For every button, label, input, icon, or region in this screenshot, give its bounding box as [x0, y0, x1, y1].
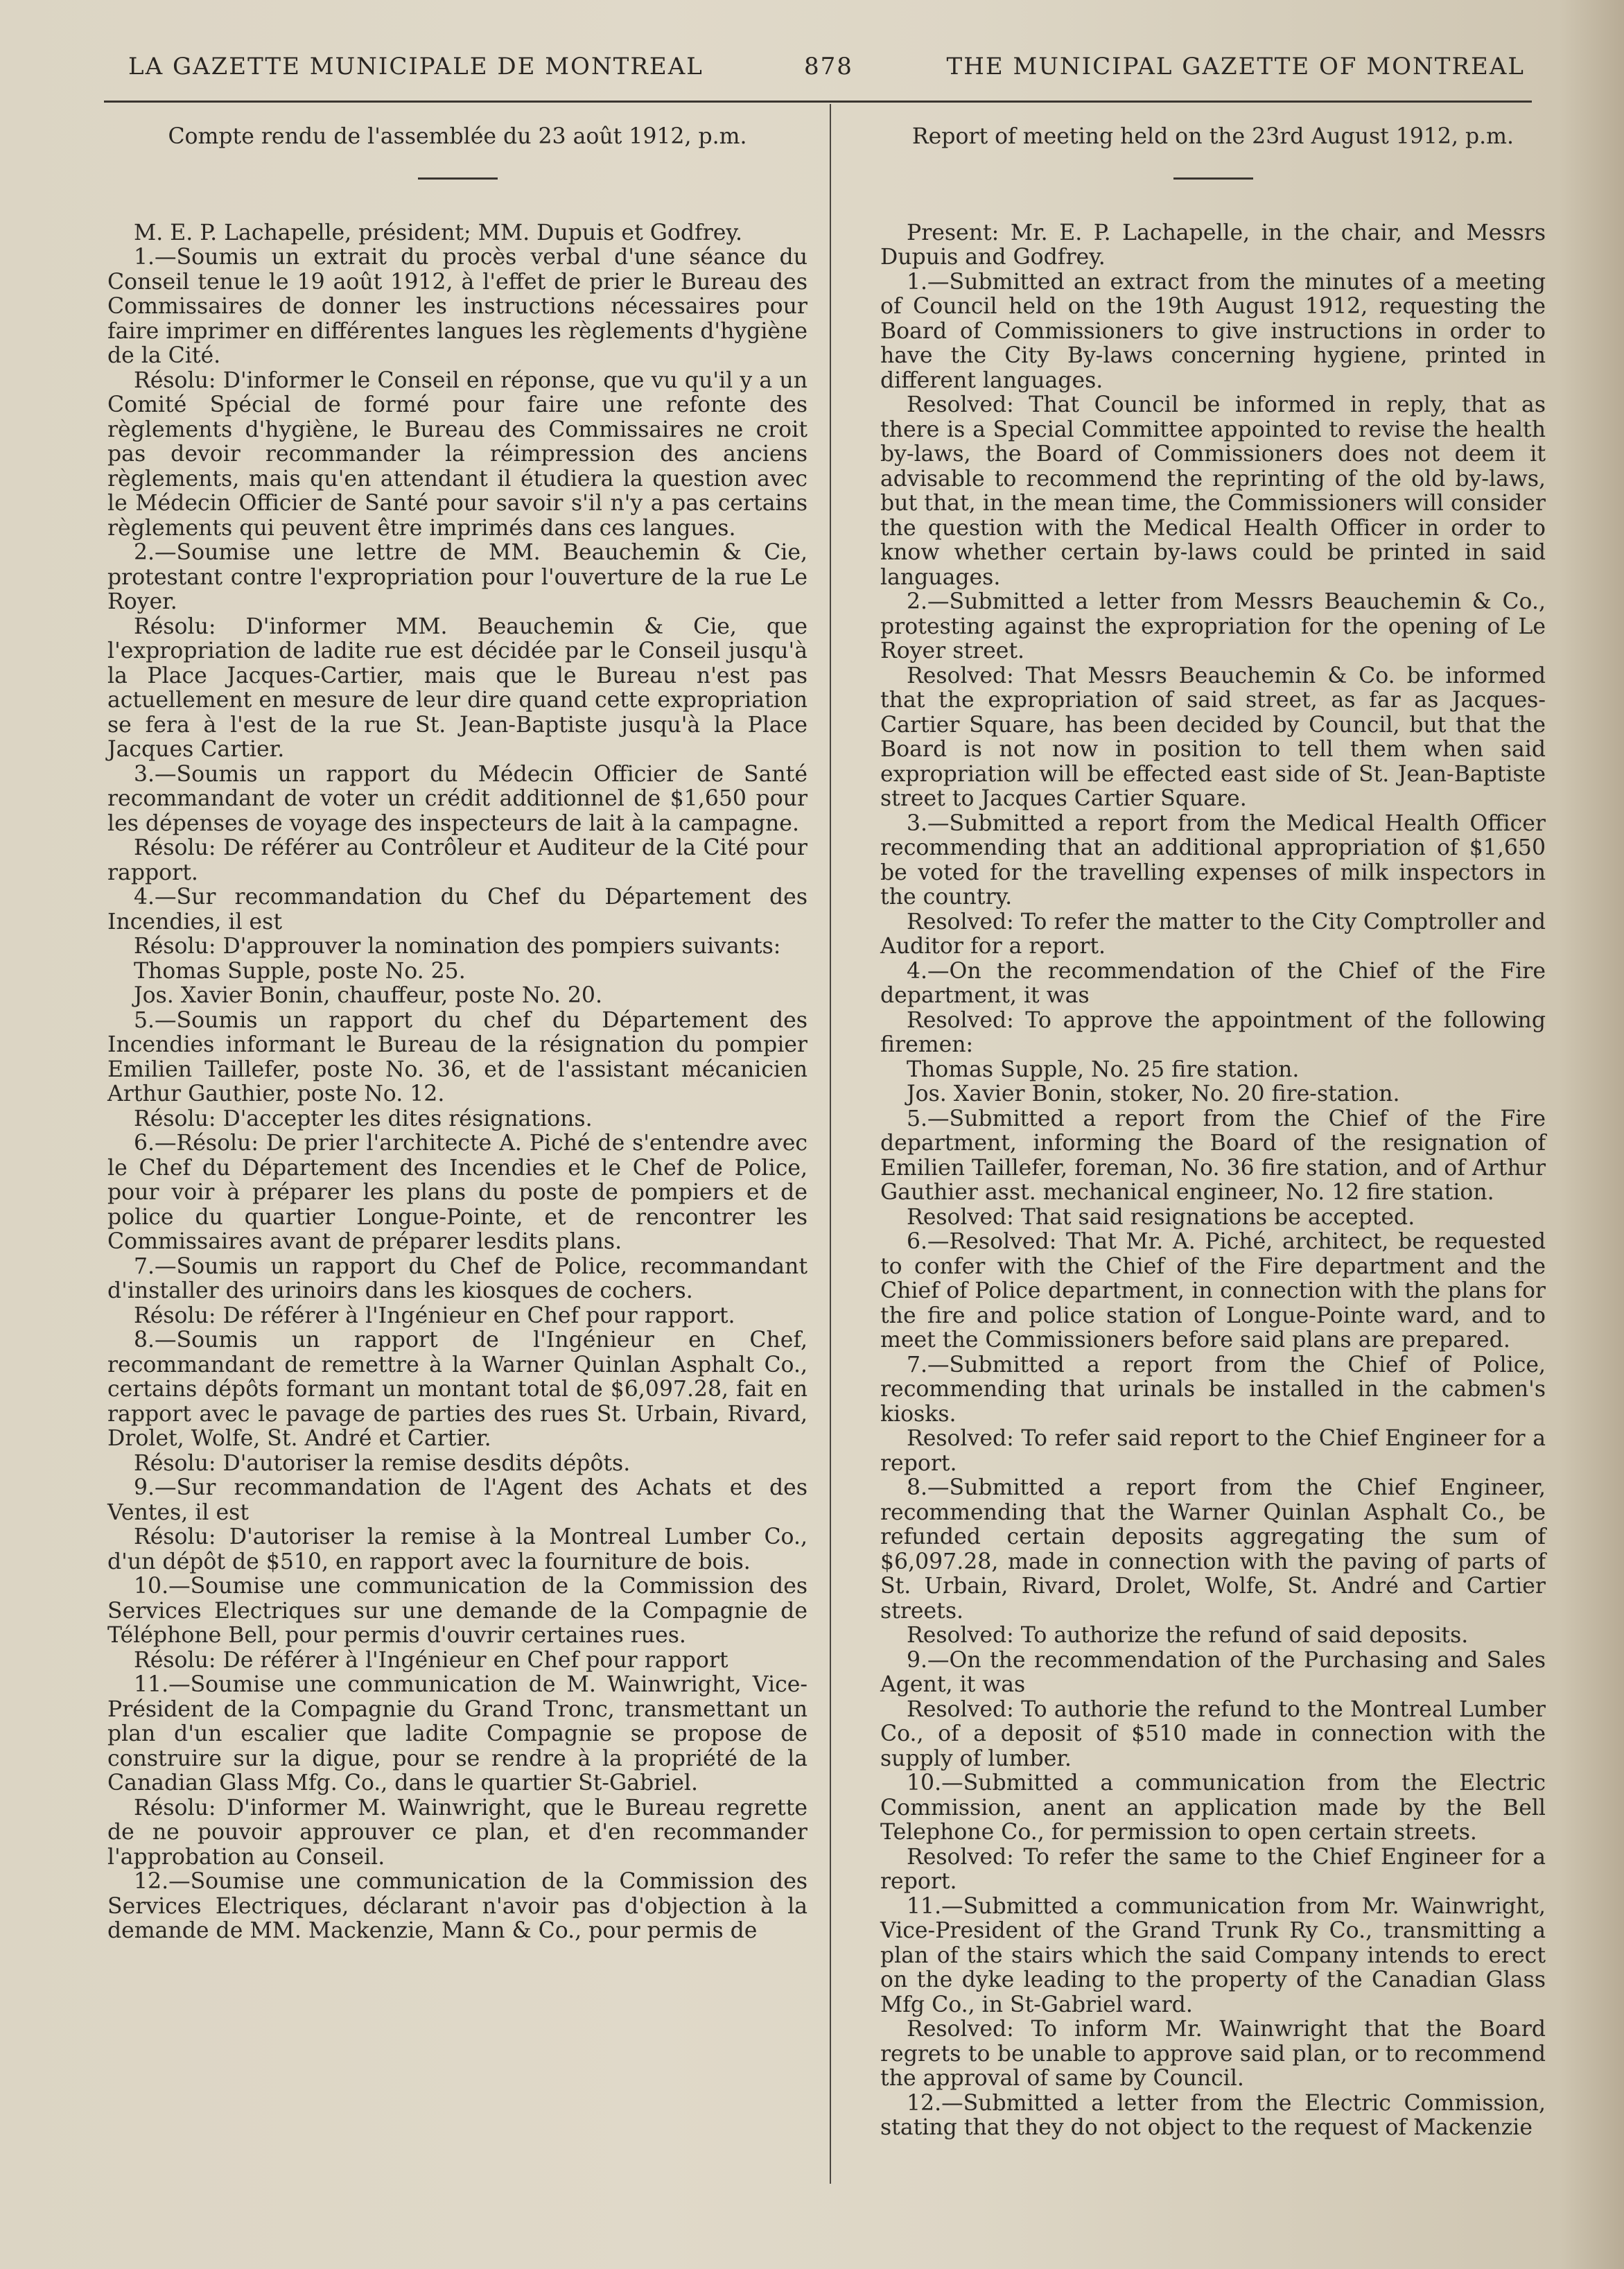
english-body [880, 221, 1546, 2141]
french-paragraph: Résolu: D'autoriser la remise desdits dépôts. [134, 1450, 631, 1476]
french-paragraph: Thomas Supple, poste No. 25. [134, 958, 466, 984]
english-paragraph: 10.—Submitted a communication from the Electric Commission, anent an application made by the Bell Telephone Co., for permission to open certain streets. [880, 1771, 1546, 1845]
page-number: 878 [804, 53, 853, 80]
english-paragraph: Resolved: To inform Mr. Wainwright that the Board regrets to be unable to approve said plan, or to recommend the approval of same by Council. [880, 2017, 1546, 2091]
english-paragraph: 8.—Submitted a report from the Chief Engineer, recommending that the Warner Quinlan Asphalt Co., be refunded certain deposits aggregating the sum of $6,097.28, made in connection with the paving of parts of St. Urbain, Rivard, Drolet, Wolfe, St. André and Cartier streets. [880, 1475, 1546, 1624]
french-paragraph: Résolu: De référer à l'Ingénieur en Chef pour rapport. [134, 1303, 735, 1328]
english-paragraph: 1.—Submitted an extract from the minutes of a meeting of Council held on the 19th August 1912, requesting the Board of Commissioners to give instructions in order to have the City By-laws concerning hygiene, printed in different languages. [880, 269, 1546, 393]
english-paragraph: Resolved: To refer the same to the Chief Engineer for a report. [880, 1844, 1546, 1894]
english-paragraph: Resolved: To refer said report to the Chief Engineer for a report. [880, 1426, 1546, 1476]
french-paragraph: Résolu: D'accepter les dites résignations. [134, 1106, 593, 1131]
english-title-rule [1173, 177, 1253, 180]
french-paragraph: Résolu: D'autoriser la remise à la Montreal Lumber Co., d'un dépôt de $510, en rapport avec la fourniture de bois. [107, 1524, 807, 1574]
english-paragraph: Resolved: That Messrs Beauchemin & Co. be informed that the expropriation of said street, as far as Jacques-Cartier Square, has been decided by Council, but that the Board is not now in position to tell them when said expropriation will be effected east side of St. Jean-Baptiste street to Jacques Cartier Square. [880, 663, 1546, 811]
english-paragraph: Resolved: To authorize the refund of said deposits. [907, 1623, 1469, 1648]
english-paragraph: Resolved: To refer the matter to the City Comptroller and Auditor for a report. [880, 909, 1546, 959]
english-column [880, 125, 1546, 2141]
column-divider [830, 104, 831, 2184]
header-rule [104, 101, 1532, 103]
english-paragraph: 2.—Submitted a letter from Messrs Beauchemin & Co., protesting against the expropriation for the opening of Le Royer street. [880, 589, 1546, 663]
english-paragraph: Thomas Supple, No. 25 fire station. [907, 1057, 1300, 1082]
header-french-title: LA GAZETTE MUNICIPALE DE MONTREAL [128, 53, 704, 80]
english-paragraph: 11.—Submitted a communication from Mr. Wainwright, Vice-President of the Grand Trunk Ry Co., transmitting a plan of the stairs which the said Company intends to erect on the dyke leading to the property of the Canadian Glass Mfg Co., in St-Gabriel ward. [880, 1893, 1546, 2017]
french-column [107, 125, 807, 1944]
french-paragraph: 3.—Soumis un rapport du Médecin Officier de Santé recommandant de voter un crédit additionnel de $1,650 pour les dépenses de voyage des inspecteurs de lait à la campagne. [107, 761, 807, 836]
french-paragraph: Résolu: D'informer MM. Beauchemin & Cie, que l'expropriation de ladite rue est décidée par le Conseil jusqu'à la Place Jacques-Cartier, mais que le Bureau n'est pas actuellement en mesure de leur dire quand cette expropriation se fera à l'est de la rue St. Jean-Baptiste jusqu'à la Place Jacques Cartier. [107, 614, 807, 762]
french-paragraph: Résolu: De référer à l'Ingénieur en Chef pour rapport [134, 1647, 728, 1673]
french-title: Compte rendu de l'assemblée du 23 août 1912, p.m. [168, 124, 747, 149]
header-english-title: THE MUNICIPAL GAZETTE OF MONTREAL [946, 53, 1525, 80]
french-paragraph: Résolu: D'informer M. Wainwright, que le Bureau regrette de ne pouvoir approuver ce plan, et d'en recommander l'approbation au Conseil. [107, 1795, 807, 1870]
french-paragraph: 9.—Sur recommandation de l'Agent des Achats et des Ventes, il est [107, 1475, 807, 1525]
page-header [128, 53, 1525, 94]
french-paragraph: Résolu: De référer au Contrôleur et Auditeur de la Cité pour rapport. [107, 835, 807, 885]
french-paragraph: 2.—Soumise une lettre de MM. Beauchemin & Cie, protestant contre l'expropriation pour l'ouverture de la rue Le Royer. [107, 540, 807, 614]
english-paragraph: 3.—Submitted a report from the Medical Health Officer recommending that an additional appropriation of $1,650 be voted for the travelling expenses of milk inspectors in the country. [880, 810, 1546, 910]
english-paragraph: 9.—On the recommendation of the Purchasing and Sales Agent, it was [880, 1647, 1546, 1697]
french-body [107, 221, 807, 1944]
french-paragraph: 1.—Soumis un extrait du procès verbal d'une séance du Conseil tenue le 19 août 1912, à l'effet de prier le Bureau des Commissaires de donner les instructions nécessaires pour faire imprimer en différentes langues les règlements d'hygiène de la Cité. [107, 245, 807, 368]
french-paragraph: M. E. P. Lachapelle, président; MM. Dupuis et Godfrey. [134, 220, 743, 245]
english-paragraph: Present: Mr. E. P. Lachapelle, in the chair, and Messrs Dupuis and Godfrey. [880, 220, 1546, 270]
french-paragraph: 11.—Soumise une communication de M. Wainwright, Vice-Président de la Compagnie du Grand Tronc, transmettant un plan d'un escalier que ladite Compagnie se propose de construire sur la digue, pour se rendre à la propriété de la Canadian Glass Mfg. Co., dans le quartier St-Gabriel. [107, 1672, 807, 1796]
french-paragraph: Résolu: D'approuver la nomination des pompiers suivants: [134, 934, 781, 959]
french-paragraph: 12.—Soumise une communication de la Commission des Services Electriques, déclarant n'avoir pas d'objection à la demande de MM. Mackenzie, Mann & Co., pour permis de [107, 1869, 807, 1943]
french-paragraph: 4.—Sur recommandation du Chef du Département des Incendies, il est [107, 885, 807, 934]
english-paragraph: Resolved: That said resignations be accepted. [907, 1204, 1415, 1230]
english-paragraph: 4.—On the recommendation of the Chief of the Fire department, it was [880, 958, 1546, 1008]
french-paragraph: 7.—Soumis un rapport du Chef de Police, recommandant d'installer des urinoirs dans les kiosques de cochers. [107, 1253, 807, 1303]
english-paragraph: 12.—Submitted a letter from the Electric Commission, stating that they do not object to the request of Mackenzie [880, 2090, 1546, 2140]
french-paragraph: 8.—Soumis un rapport de l'Ingénieur en Chef, recommandant de remettre à la Warner Quinlan Asphalt Co., certains dépôts formant un montant total de $6,097.28, fait en rapport avec le pavage de parties des rues St. Urbain, Rivard, Drolet, Wolfe, St. André et Cartier. [107, 1328, 807, 1451]
english-paragraph: Resolved: To authorie the refund to the Montreal Lumber Co., of a deposit of $510 made in connection with the supply of lumber. [880, 1696, 1546, 1771]
french-paragraph: Jos. Xavier Bonin, chauffeur, poste No. 20. [134, 983, 602, 1008]
english-paragraph: 6.—Resolved: That Mr. A. Piché, architect, be requested to confer with the Chief of the Fire department and the Chief of Police department, in connection with the plans for the fire and police station of Longue-Pointe ward, and to meet the Commissioners before said plans are prepared. [880, 1229, 1546, 1353]
french-paragraph: Résolu: D'informer le Conseil en réponse, que vu qu'il y a un Comité Spécial de formé pour faire une refonte des règlements d'hygiène, le Bureau des Commissaires ne croit pas devoir recommander la réimpression des anciens règlements, mais qu'en attendant il étudiera la question avec le Médecin Officier de Santé pour savoir s'il n'y a pas certains règlements qui peuvent être imprimés dans ces langues. [107, 367, 807, 541]
english-paragraph: 5.—Submitted a report from the Chief of the Fire department, informing the Board of the resignation of Emilien Taillefer, foreman, No. 36 fire station, and of Arthur Gauthier asst. mechanical engineer, No. 12 fire station. [880, 1106, 1546, 1205]
french-title-rule [418, 177, 498, 180]
french-paragraph: 6.—Résolu: De prier l'architecte A. Piché de s'entendre avec le Chef du Département des Incendies et le Chef de Police, pour voir à préparer les plans du poste de pompiers et de police du quartier Longue-Pointe, et de rencontrer les Commissaires avant de préparer lesdits plans. [107, 1131, 807, 1254]
english-paragraph: Resolved: That Council be informed in reply, that as there is a Special Committee appointed to revise the health by-laws, the Board of Commissioners does not deem it advisable to recommend the reprinting of the old by-laws, but that, in the mean time, the Commissioners will consider the question with the Medical Health Officer in order to know whether certain by-laws could be printed in said languages. [880, 392, 1546, 590]
french-paragraph: 10.—Soumise une communication de la Commission des Services Electriques sur une demande de la Compagnie de Téléphone Bell, pour permis d'ouvrir certaines rues. [107, 1574, 807, 1648]
french-paragraph: 5.—Soumis un rapport du chef du Département des Incendies informant le Bureau de la résignation du pompier Emilien Taillefer, poste No. 36, et de l'assistant mécanicien Arthur Gauthier, poste No. 12. [107, 1007, 807, 1106]
english-paragraph: 7.—Submitted a report from the Chief of Police, recommending that urinals be installed in the cabmen's kiosks. [880, 1352, 1546, 1427]
english-title: Report of meeting held on the 23rd August 1912, p.m. [911, 124, 1514, 149]
english-paragraph: Resolved: To approve the appointment of the following firemen: [880, 1007, 1546, 1057]
english-paragraph: Jos. Xavier Bonin, stoker, No. 20 fire-station. [907, 1081, 1400, 1106]
